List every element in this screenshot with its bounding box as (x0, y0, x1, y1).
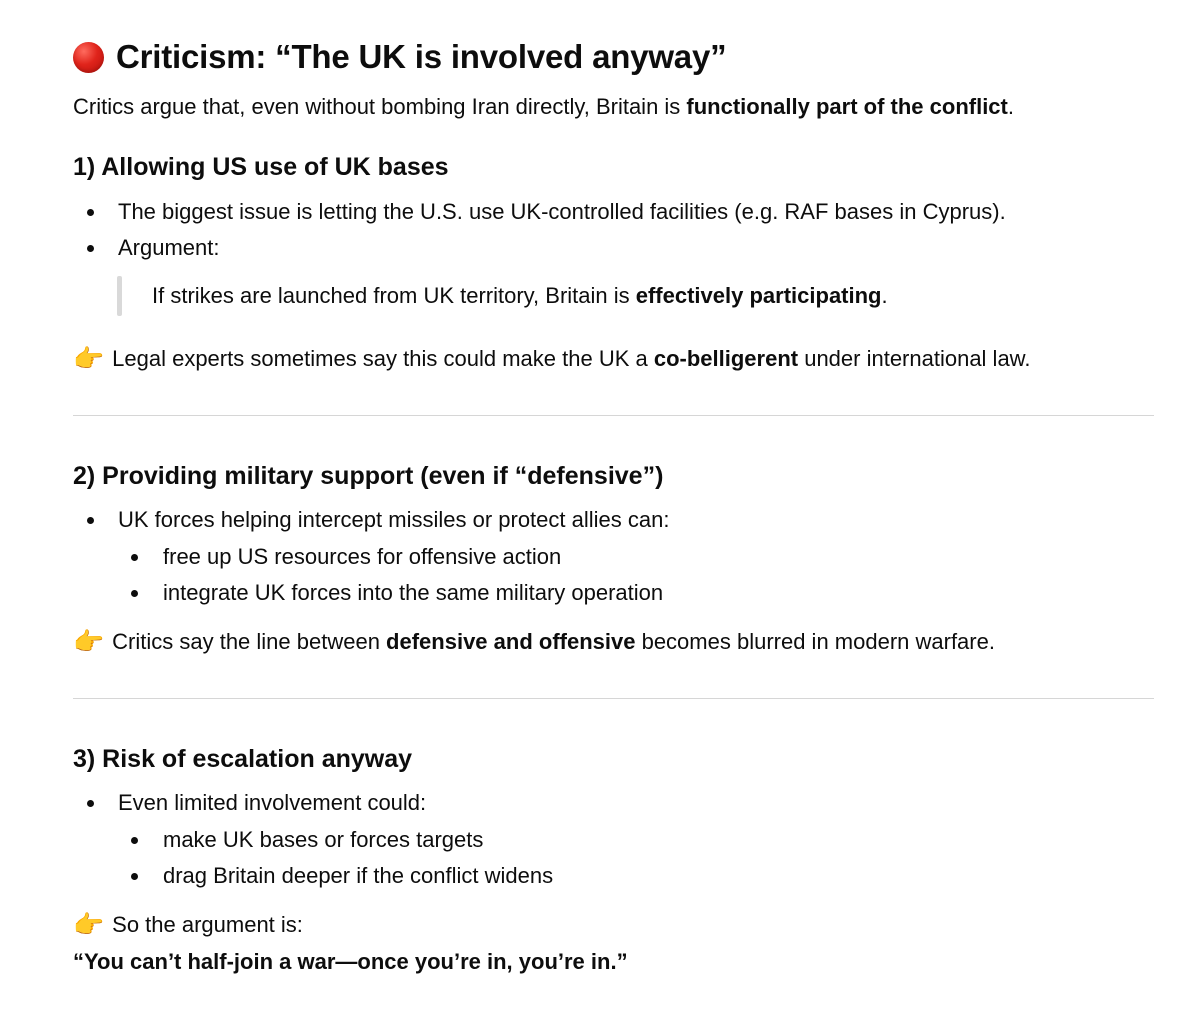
pointing-hand-icon: 👉 (73, 911, 105, 939)
section-heading: 3) Risk of escalation anyway (73, 745, 413, 773)
quote-text: If strikes are launched from UK territory, Britain is (152, 283, 636, 308)
sub-list-item: drag Britain deeper if the conflict widens (163, 863, 554, 888)
note-bold: co-belligerent (653, 346, 799, 371)
quote-bold: effectively participating (635, 283, 882, 308)
page-title-text: Criticism: “The UK is involved anyway” (116, 38, 727, 75)
note-text-end: becomes blurred in modern warfare. (635, 629, 995, 654)
red-circle-icon (73, 42, 104, 73)
conclusion-quote: “You can’t half-join a war—once you’re in, you’re in.” (73, 949, 628, 974)
section-heading: 1) Allowing US use of UK bases (73, 153, 449, 181)
intro-paragraph (73, 93, 1014, 121)
list-item: UK forces helping intercept missiles or protect allies can: (118, 507, 670, 532)
intro-text: Critics argue that, even without bombing Iran directly, Britain is (73, 94, 687, 119)
bullet-dot (87, 245, 94, 252)
list-item: Argument: (118, 235, 220, 260)
note-paragraph (73, 627, 995, 656)
list-item: The biggest issue is letting the U.S. use UK-controlled facilities (e.g. RAF bases in Cyprus). (118, 199, 1006, 224)
sub-list-item: make UK bases or forces targets (163, 827, 484, 852)
quote-text-end: . (881, 283, 888, 308)
note-text: So the argument is: (112, 912, 303, 937)
sub-bullet-dot (131, 873, 138, 880)
bullet-dot (87, 800, 94, 807)
intro-bold: functionally part of the conflict (686, 94, 1008, 119)
pointing-hand-icon: 👉 (73, 628, 105, 656)
sub-bullet-dot (131, 590, 138, 597)
bullet-dot (87, 517, 94, 524)
divider (73, 698, 1154, 699)
blockquote-bar (117, 276, 122, 316)
note-paragraph (73, 344, 1030, 373)
section-heading: 2) Providing military support (even if “defensive”) (73, 462, 664, 490)
note-bold: defensive and offensive (386, 629, 636, 654)
blockquote (152, 282, 888, 310)
pointing-hand-icon: 👉 (73, 345, 105, 373)
bullet-dot (87, 209, 94, 216)
page-title (73, 38, 726, 76)
note-paragraph (73, 910, 303, 939)
list-item: Even limited involvement could: (118, 790, 427, 815)
sub-list-item: integrate UK forces into the same military operation (163, 580, 664, 605)
sub-list-item: free up US resources for offensive action (163, 544, 562, 569)
note-text-end: under international law. (798, 346, 1031, 371)
divider (73, 415, 1154, 416)
sub-bullet-dot (131, 837, 138, 844)
note-text: Critics say the line between (112, 629, 387, 654)
sub-bullet-dot (131, 554, 138, 561)
intro-text-end: . (1007, 94, 1014, 119)
note-text: Legal experts sometimes say this could make the UK a (112, 346, 654, 371)
